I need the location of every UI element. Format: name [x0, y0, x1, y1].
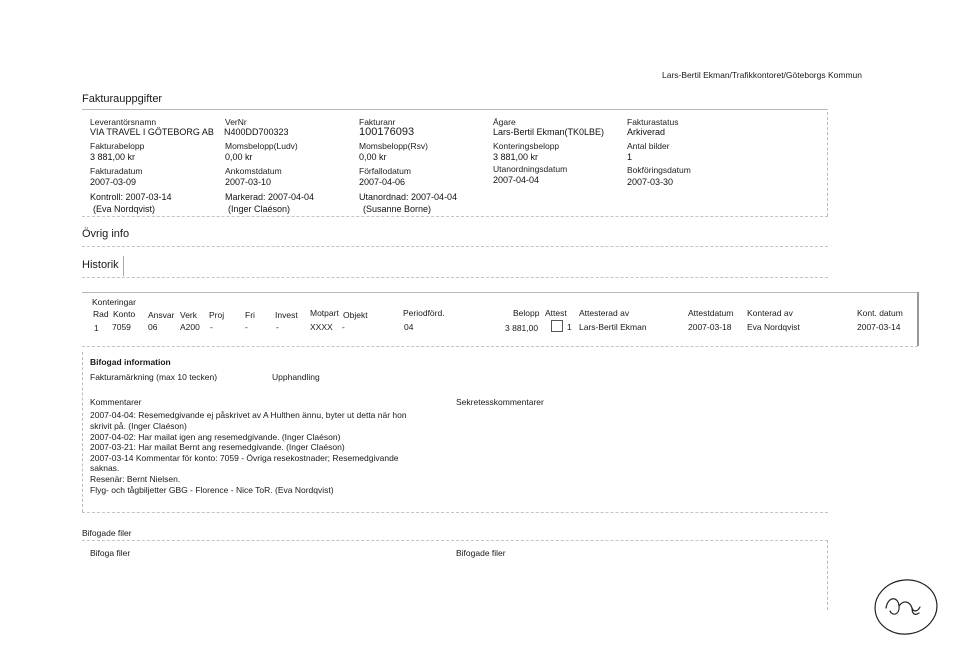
markerad-label: Markerad: 2007-04-04	[225, 192, 315, 202]
konteringar-top-border	[82, 292, 918, 293]
forfallodatum-value: 2007-04-06	[359, 177, 406, 187]
utanordningsdatum-label: Utanordningsdatum	[493, 164, 568, 174]
ankomstdatum-value: 2007-03-10	[225, 177, 272, 187]
historik-title: Historik	[82, 259, 119, 271]
col-rad: Rad	[93, 309, 109, 319]
bifoga-filer-label[interactable]: Bifoga filer	[90, 548, 131, 558]
comment-line: 2007-03-21: Har mailat Bernt ang resemedgivande. (Inger Claéson)	[90, 442, 345, 452]
sekretess-label: Sekretesskommentarer	[456, 397, 544, 407]
vernr-label: VerNr	[225, 117, 247, 127]
comment-line: 2007-04-02: Har mailat igen ang resemedgivande. (Inger Claéson)	[90, 432, 341, 442]
bifogade-filer-divider	[82, 540, 828, 541]
bifogad-left-border	[82, 352, 83, 512]
invoice-box-bottom	[82, 216, 828, 217]
fakturadatum-label: Fakturadatum	[90, 166, 143, 176]
cell-proj: -	[210, 322, 213, 332]
kontroll-person: (Eva Nordqvist)	[93, 204, 156, 214]
utanordningsdatum-value: 2007-04-04	[493, 175, 540, 185]
comment-line: Flyg- och tågbiljetter GBG - Florence - Nice ToR. (Eva Nordqvist)	[90, 485, 334, 495]
agare-value: Lars-Bertil Ekman(TK0LBE)	[493, 127, 605, 137]
col-invest: Invest	[275, 310, 298, 320]
col-periodford: Periodförd.	[403, 308, 445, 318]
moms-rsv-value: 0,00 kr	[359, 152, 387, 162]
kontroll-label: Kontroll: 2007-03-14	[90, 192, 172, 202]
cell-periodford: 04	[404, 322, 414, 332]
bifogade-filer-right-border	[827, 540, 828, 610]
user-org-label: Lars-Bertil Ekman/Trafikkontoret/Göteborgs Kommun	[662, 70, 862, 80]
fakturastatus-value: Arkiverad	[627, 127, 666, 137]
cell-fri: -	[245, 322, 248, 332]
cell-attest: 1	[567, 322, 572, 332]
konteringar-bottom-border	[82, 346, 918, 347]
comment-line: 2007-04-04: Resemedgivande ej påskrivet av A Hulthen ännu, byter ut detta när hon	[90, 410, 407, 420]
forfallodatum-label: Förfallodatum	[359, 166, 411, 176]
cell-konterad-av: Eva Nordqvist	[747, 322, 800, 332]
col-attesterad-av: Attesterad av	[579, 308, 630, 318]
col-fri: Fri	[245, 310, 255, 320]
cell-belopp: 3 881,00	[505, 323, 539, 333]
kommentarer-label: Kommentarer	[90, 397, 142, 407]
fakturamarkning-label: Fakturamärkning (max 10 tecken)	[90, 372, 218, 382]
cell-objekt: -	[342, 322, 345, 332]
fakturabelopp-label: Fakturabelopp	[90, 141, 145, 151]
col-attest: Attest	[545, 308, 567, 318]
title-divider	[82, 109, 828, 110]
bifogade-filer-title: Bifogade filer	[82, 528, 132, 538]
handwritten-signature-icon	[868, 574, 948, 642]
bifogade-filer-label: Bifogade filer	[456, 548, 506, 558]
page-title: Fakturauppgifter	[82, 93, 163, 105]
leverantor-label: Leverantörsnamn	[90, 117, 157, 127]
fakturadatum-value: 2007-03-09	[90, 177, 137, 187]
col-attestdatum: Attestdatum	[688, 308, 734, 318]
bokforingsdatum-label: Bokföringsdatum	[627, 165, 691, 175]
cell-verk: A200	[180, 322, 200, 332]
col-ansvar: Ansvar	[148, 310, 175, 320]
comment-line: skrivit på. (Inger Claéson)	[90, 421, 187, 431]
antal-bilder-label: Antal bilder	[627, 141, 670, 151]
comment-line: Resenär: Bernt Nielsen.	[90, 474, 181, 484]
vernr-value: N400DD700323	[224, 127, 289, 137]
comment-line: 2007-03-14 Kommentar för konto: 7059 - Övriga resekostnader; Resemedgivande	[90, 453, 399, 463]
historik-cursor-line	[123, 256, 124, 276]
konteringsbelopp-value: 3 881,00 kr	[493, 152, 539, 162]
konteringar-right-border	[917, 292, 919, 346]
cell-attesterad-av: Lars-Bertil Ekman	[579, 322, 647, 332]
agare-label: Ägare	[493, 117, 516, 127]
utanordnad-label: Utanordnad: 2007-04-04	[359, 192, 458, 202]
col-konto: Konto	[113, 309, 136, 319]
konteringsbelopp-label: Konteringsbelopp	[493, 141, 560, 151]
col-proj: Proj	[209, 310, 225, 320]
fakturanr-label: Fakturanr	[359, 117, 396, 127]
bifogad-title: Bifogad information	[90, 357, 171, 367]
leverantor-value: VIA TRAVEL I GÖTEBORG AB	[90, 127, 214, 137]
cell-invest: -	[276, 322, 279, 332]
fakturastatus-label: Fakturastatus	[627, 117, 679, 127]
bifogad-bottom-border	[82, 512, 828, 513]
col-belopp: Belopp	[513, 308, 540, 318]
konteringar-title: Konteringar	[92, 297, 136, 307]
cell-ansvar: 06	[148, 322, 158, 332]
cell-motpart: XXXX	[310, 322, 333, 332]
comment-line: saknas.	[90, 463, 120, 473]
historik-divider	[82, 277, 828, 278]
ankomstdatum-label: Ankomstdatum	[225, 166, 282, 176]
invoice-box-border	[827, 112, 828, 216]
cell-rad: 1	[94, 323, 99, 333]
fakturamarkning-value: Upphandling	[272, 372, 320, 382]
attest-checkbox[interactable]	[551, 320, 563, 332]
markerad-person: (Inger Claéson)	[228, 204, 291, 214]
cell-attestdatum: 2007-03-18	[688, 322, 732, 332]
cell-kont-datum: 2007-03-14	[857, 322, 901, 332]
col-verk: Verk	[180, 310, 198, 320]
bokforingsdatum-value: 2007-03-30	[627, 177, 674, 187]
col-kont-datum: Kont. datum	[857, 308, 903, 318]
ovrig-info-divider	[82, 246, 828, 247]
col-objekt: Objekt	[343, 310, 368, 320]
moms-rsv-label: Momsbelopp(Rsv)	[359, 141, 428, 151]
fakturanr-value: 100176093	[359, 126, 415, 138]
moms-ludv-label: Momsbelopp(Ludv)	[225, 141, 298, 151]
fakturabelopp-value: 3 881,00 kr	[90, 152, 136, 162]
cell-konto: 7059	[112, 322, 131, 332]
col-motpart: Motpart	[310, 308, 339, 318]
ovrig-info-title: Övrig info	[82, 228, 130, 240]
moms-ludv-value: 0,00 kr	[225, 152, 253, 162]
antal-bilder-value: 1	[627, 152, 633, 162]
col-konterad-av: Konterad av	[747, 308, 793, 318]
utanordnad-person: (Susanne Borne)	[363, 204, 432, 214]
